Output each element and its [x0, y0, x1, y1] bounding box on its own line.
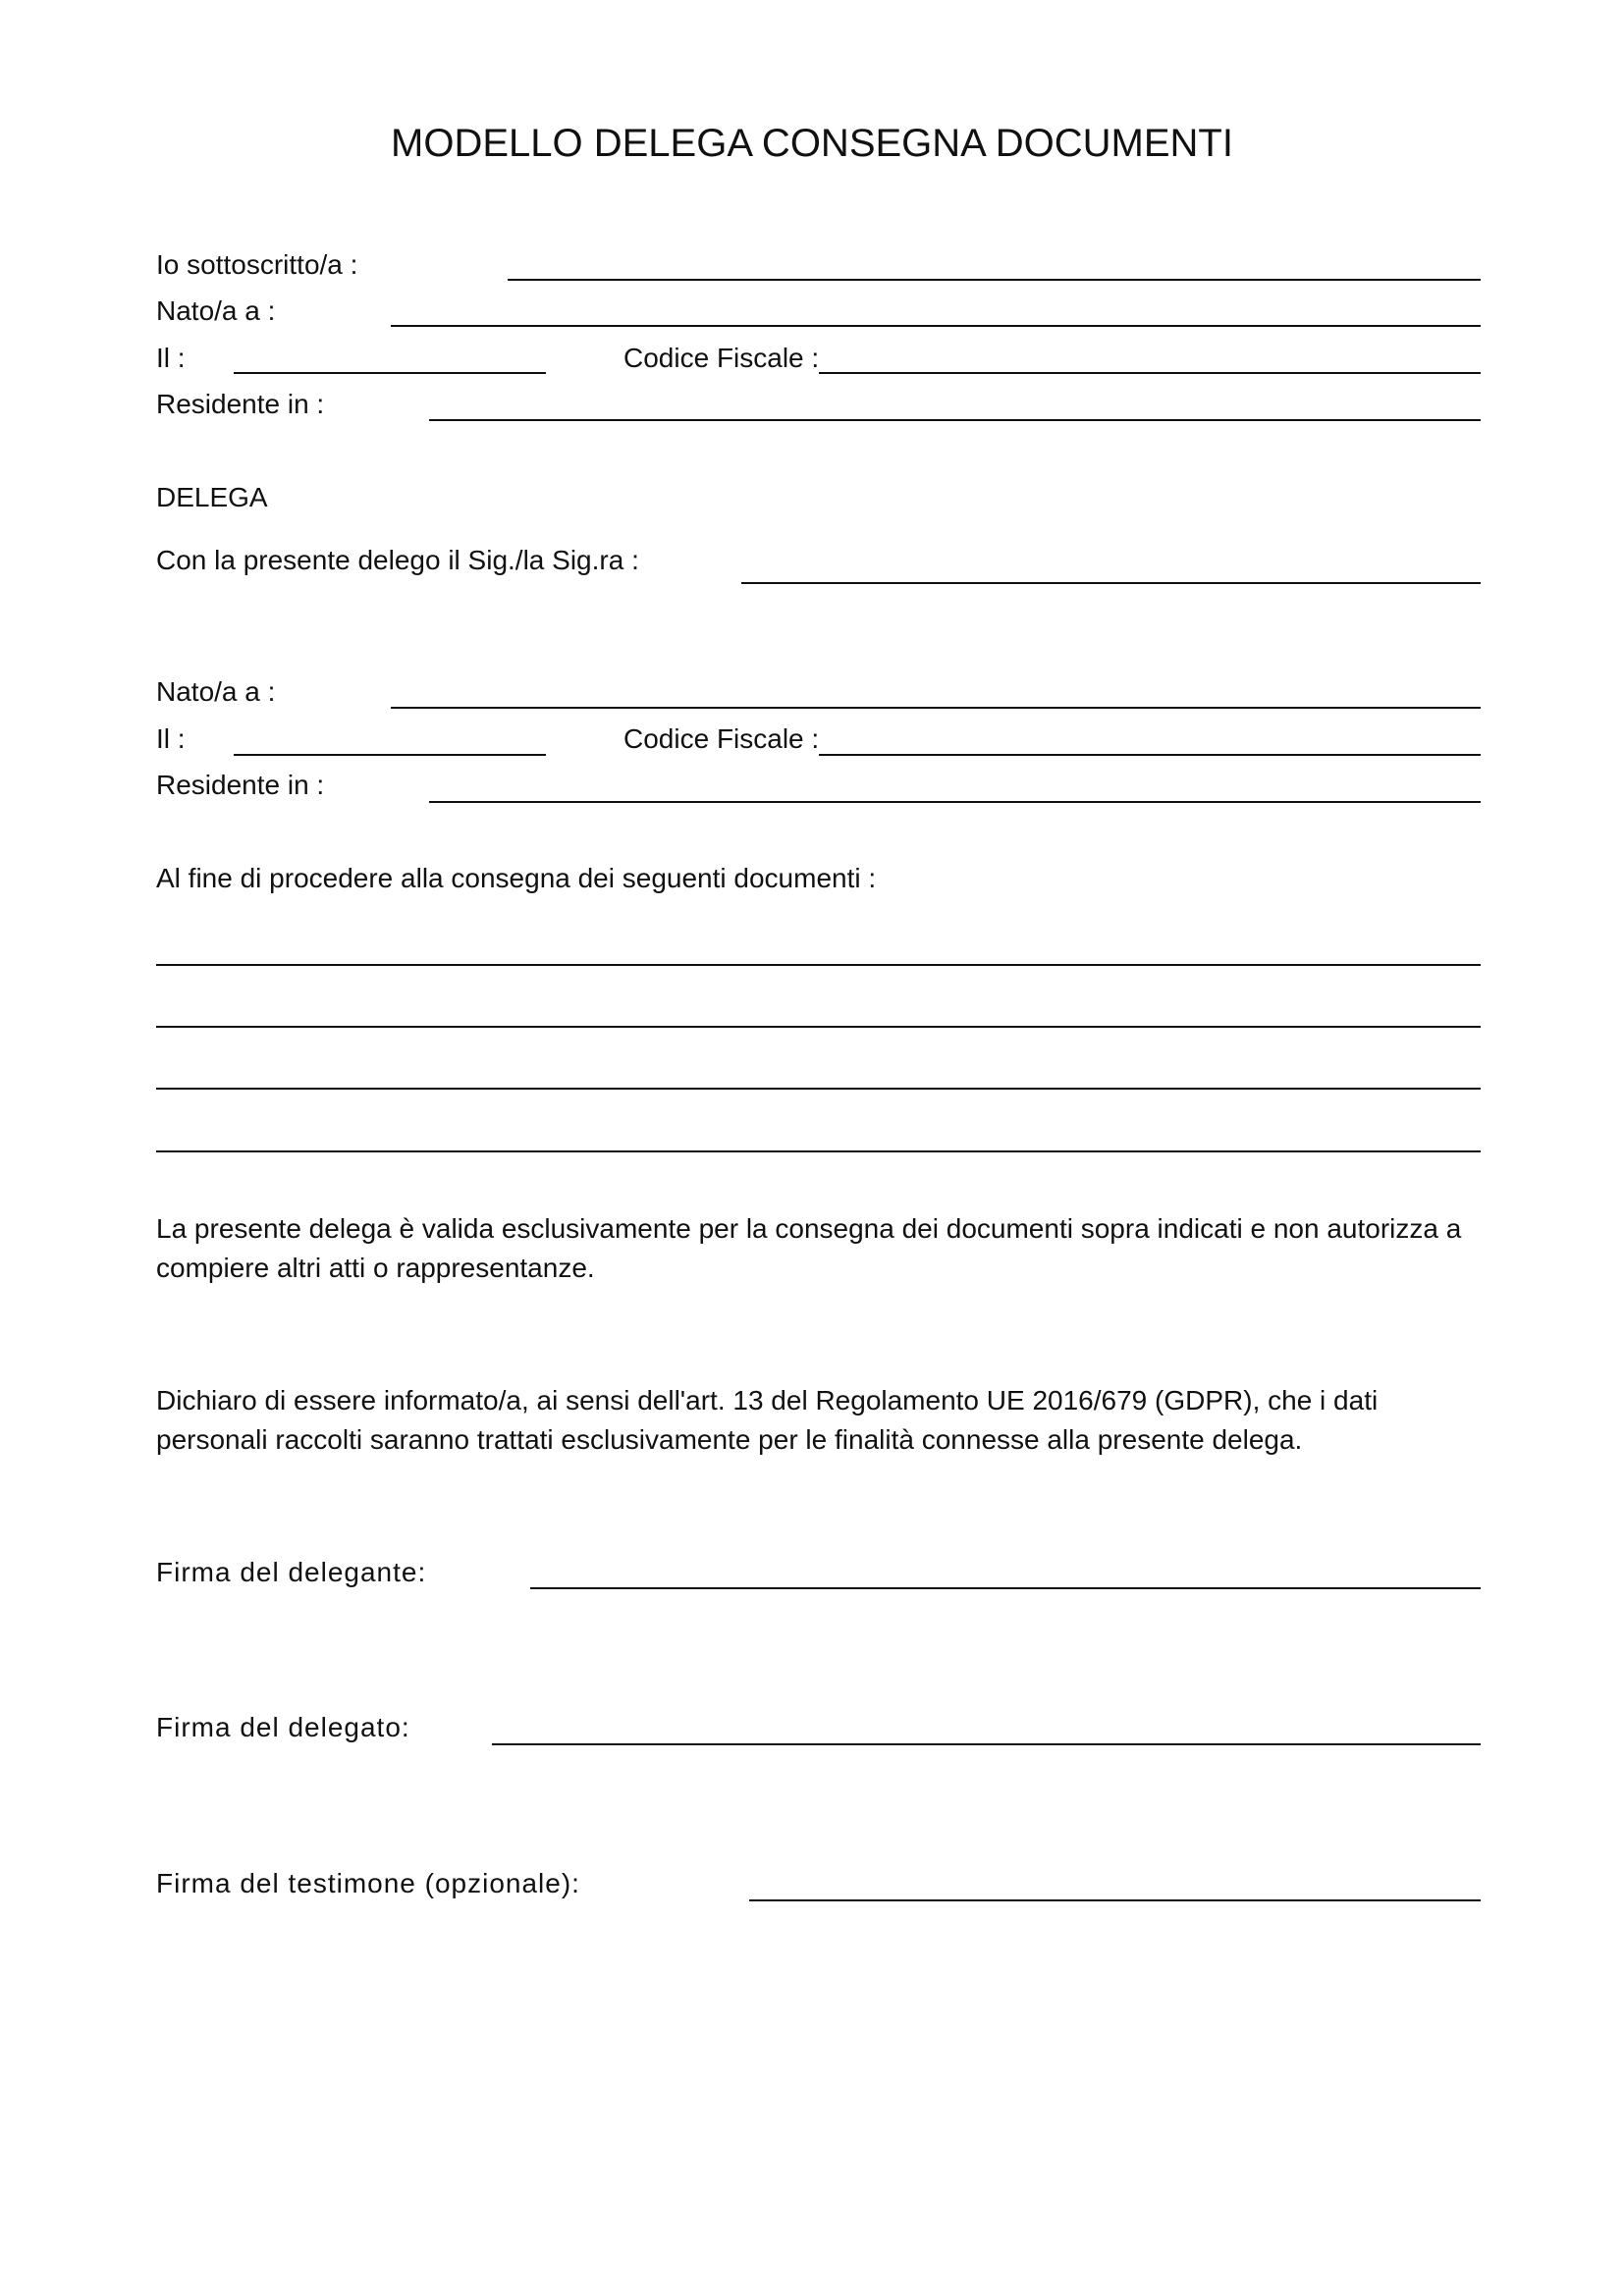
delegante-date-label: Il : [156, 343, 186, 373]
privacy-line-2: personali raccolti saranno trattati esclusivamente per le finalità connesse alla presente delega. [156, 1424, 1303, 1455]
documents-line-4[interactable] [156, 1150, 1481, 1152]
signature-delegante-label: Firma del delegante: [156, 1557, 427, 1587]
delegante-date-field[interactable] [234, 372, 546, 374]
delegante-birthplace-field[interactable] [391, 325, 1481, 327]
delegato-residence-field[interactable] [429, 801, 1481, 803]
signature-testimone-label: Firma del testimone (opzionale): [156, 1868, 580, 1898]
delegato-name-field[interactable] [741, 582, 1481, 584]
delegante-name-field[interactable] [508, 279, 1481, 281]
delegato-birthplace-label: Nato/a a : [156, 676, 276, 707]
delegante-birthplace-label: Nato/a a : [156, 295, 276, 326]
documents-label: Al fine di procedere alla consegna dei seguenti documenti : [156, 863, 877, 893]
delegante-name-label: Io sottoscritto/a : [156, 249, 358, 280]
delegante-tax-code-field[interactable] [819, 372, 1481, 374]
delegato-intro-label: Con la presente delego il Sig./la Sig.ra : [156, 545, 639, 575]
delegato-date-label: Il : [156, 723, 186, 754]
delegante-residence-label: Residente in : [156, 389, 325, 419]
signature-testimone-field[interactable] [749, 1899, 1481, 1901]
documents-line-2[interactable] [156, 1026, 1481, 1028]
delegato-tax-code-field[interactable] [819, 754, 1481, 756]
privacy-paragraph [156, 1381, 1378, 1460]
delegato-residence-label: Residente in : [156, 770, 325, 800]
document-title: MODELLO DELEGA CONSEGNA DOCUMENTI [391, 122, 1233, 165]
documents-line-3[interactable] [156, 1088, 1481, 1090]
delegato-birthplace-field[interactable] [391, 707, 1481, 709]
delegante-residence-field[interactable] [429, 419, 1481, 421]
delegato-tax-code-label: Codice Fiscale : [623, 723, 820, 754]
documents-line-1[interactable] [156, 964, 1481, 966]
delega-heading: DELEGA [156, 482, 268, 512]
signature-delegato-field[interactable] [492, 1743, 1481, 1745]
validity-paragraph [156, 1209, 1461, 1288]
privacy-line-1: Dichiaro di essere informato/a, ai sensi dell'art. 13 del Regolamento UE 2016/679 (GDPR), che i dati [156, 1385, 1379, 1415]
validity-line-2: compiere altri atti o rappresentanze. [156, 1253, 595, 1283]
signature-delegato-label: Firma del delegato: [156, 1712, 410, 1742]
signature-delegante-field[interactable] [530, 1587, 1481, 1589]
delegante-tax-code-label: Codice Fiscale : [623, 343, 820, 373]
delegato-date-field[interactable] [234, 754, 546, 756]
validity-line-1: La presente delega è valida esclusivamente per la consegna dei documenti sopra indicati e non autorizza a [156, 1213, 1462, 1244]
